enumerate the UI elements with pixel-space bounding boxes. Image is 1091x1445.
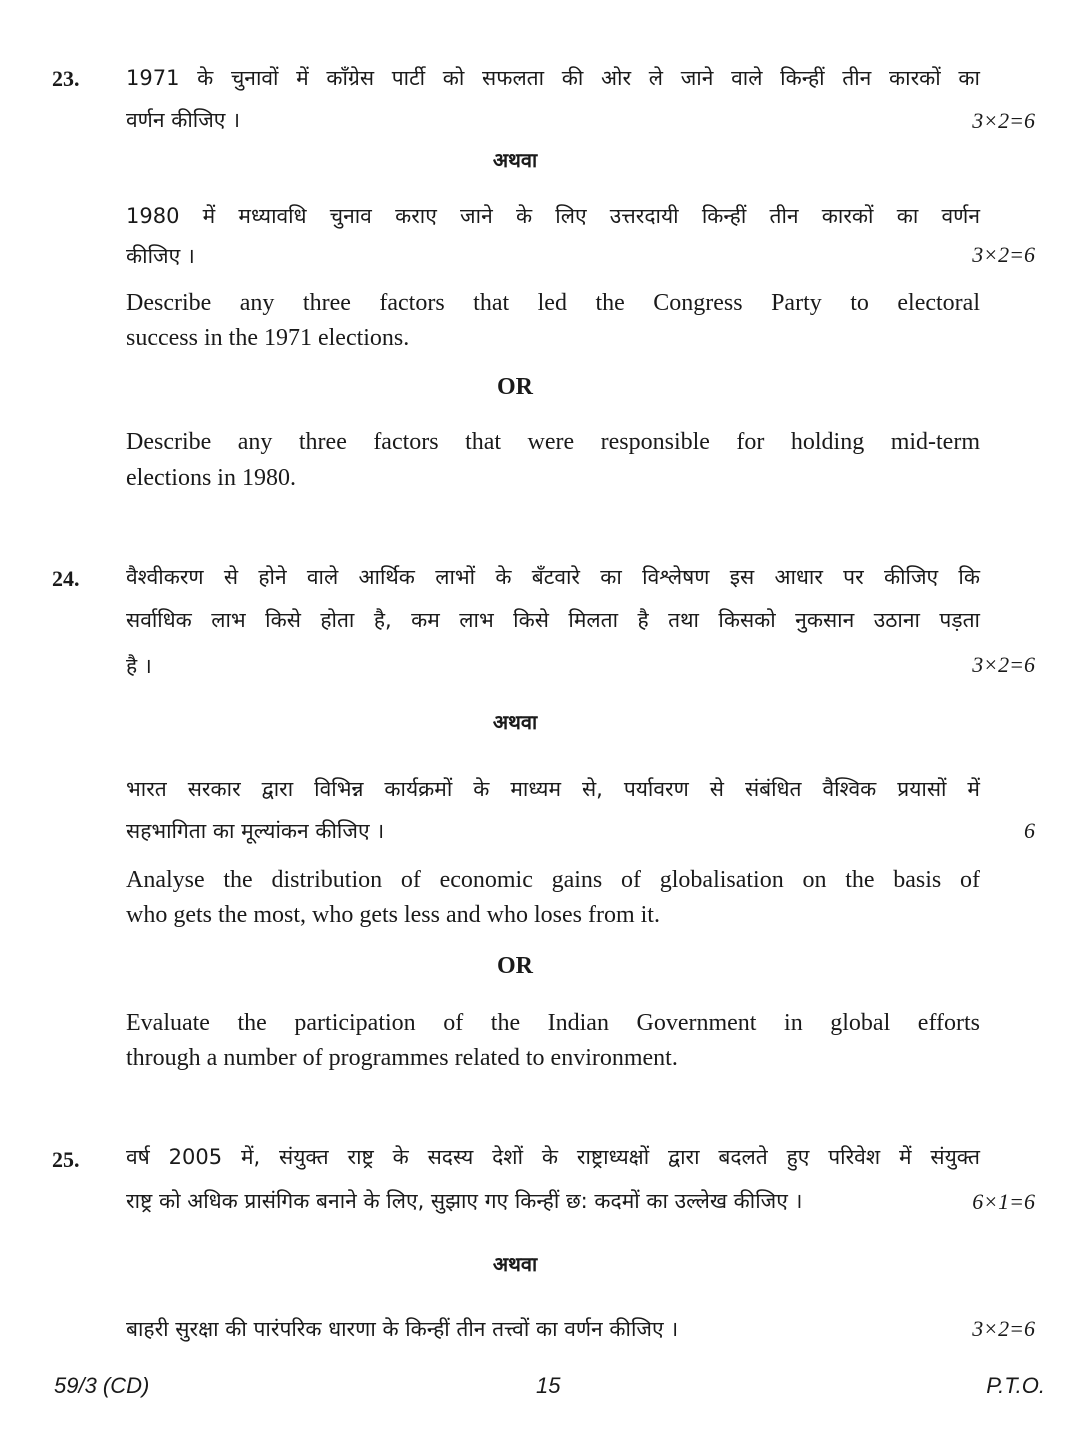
q24-hindi-or: अथवा: [492, 710, 538, 734]
question-number: 24.: [52, 566, 80, 591]
q25-hindi-or: अथवा: [492, 1252, 538, 1276]
q25-hindi-line-1: वर्ष 2005 में, संयुक्त राष्ट्र के सदस्य देशों के राष्ट्राध्यक्षों द्वारा बदलते हुए परिवेश में संयुक्त: [126, 1145, 980, 1169]
question-number: 23.: [52, 66, 80, 91]
q23-english-or: OR: [497, 374, 533, 400]
q24-english-alt-line-1: Evaluate the participation of the Indian Government in global efforts: [126, 1010, 980, 1036]
q24-english-line-1: Analyse the distribution of economic gains of globalisation on the basis of: [126, 867, 980, 893]
q23-marks: 3×2=6: [972, 108, 1035, 133]
q24-hindi-line-3: है ।: [126, 654, 152, 678]
q25-marks: 6×1=6: [972, 1189, 1035, 1214]
q24-hindi-line-1: वैश्वीकरण से होने वाले आर्थिक लाभों के बँटवारे का विश्लेषण इस आधार पर कीजिए कि: [126, 565, 980, 589]
q23-english-alt-line-1: Describe any three factors that were responsible for holding mid-term: [126, 429, 980, 455]
q24-hindi-alt-line-1: भारत सरकार द्वारा विभिन्न कार्यक्रमों के माध्यम से, पर्यावरण से संबंधित वैश्विक प्रयासों में: [126, 777, 980, 801]
q23-english-line-2: success in the 1971 elections.: [126, 325, 410, 351]
paper-code: 59/3 (CD): [54, 1373, 150, 1398]
q23-alt-marks: 3×2=6: [972, 242, 1035, 267]
q23-hindi-line-2: वर्णन कीजिए ।: [126, 108, 241, 132]
question-number: 25.: [52, 1147, 80, 1172]
page-number: 15: [536, 1373, 561, 1398]
q23-hindi-alt-line-2: कीजिए ।: [126, 244, 195, 268]
q23-hindi-alt-line-1: 1980 में मध्यावधि चुनाव कराए जाने के लिए उत्तरदायी किन्हीं तीन कारकों का वर्णन: [126, 204, 980, 228]
q23-english-line-1: Describe any three factors that led the Congress Party to electoral: [126, 290, 980, 316]
q24-hindi-alt-line-2: सहभागिता का मूल्यांकन कीजिए ।: [126, 819, 385, 843]
q24-english-line-2: who gets the most, who gets less and who loses from it.: [126, 902, 660, 928]
q25-hindi-line-2: राष्ट्र को अधिक प्रासंगिक बनाने के लिए, सुझाए गए किन्हीं छ: कदमों का उल्लेख कीजिए ।: [126, 1189, 803, 1213]
q24-english-alt-line-2: through a number of programmes related to environment.: [126, 1045, 678, 1071]
q23-hindi-or: अथवा: [492, 148, 538, 172]
q24-marks: 3×2=6: [972, 652, 1035, 677]
q24-alt-marks: 6: [1024, 818, 1035, 843]
q25-hindi-alt-line-1: बाहरी सुरक्षा की पारंपरिक धारणा के किन्हीं तीन तत्त्वों का वर्णन कीजिए ।: [126, 1317, 679, 1341]
q24-hindi-line-2: सर्वाधिक लाभ किसे होता है, कम लाभ किसे मिलता है तथा किसको नुकसान उठाना पड़ता: [126, 608, 980, 632]
q25-alt-marks: 3×2=6: [972, 1316, 1035, 1341]
q24-english-or: OR: [497, 953, 533, 979]
pto-label: P.T.O.: [986, 1373, 1045, 1398]
q23-hindi-line-1: 1971 के चुनावों में काँग्रेस पार्टी को सफलता की ओर ले जाने वाले किन्हीं तीन कारकों का: [126, 66, 980, 90]
q23-english-alt-line-2: elections in 1980.: [126, 465, 296, 491]
